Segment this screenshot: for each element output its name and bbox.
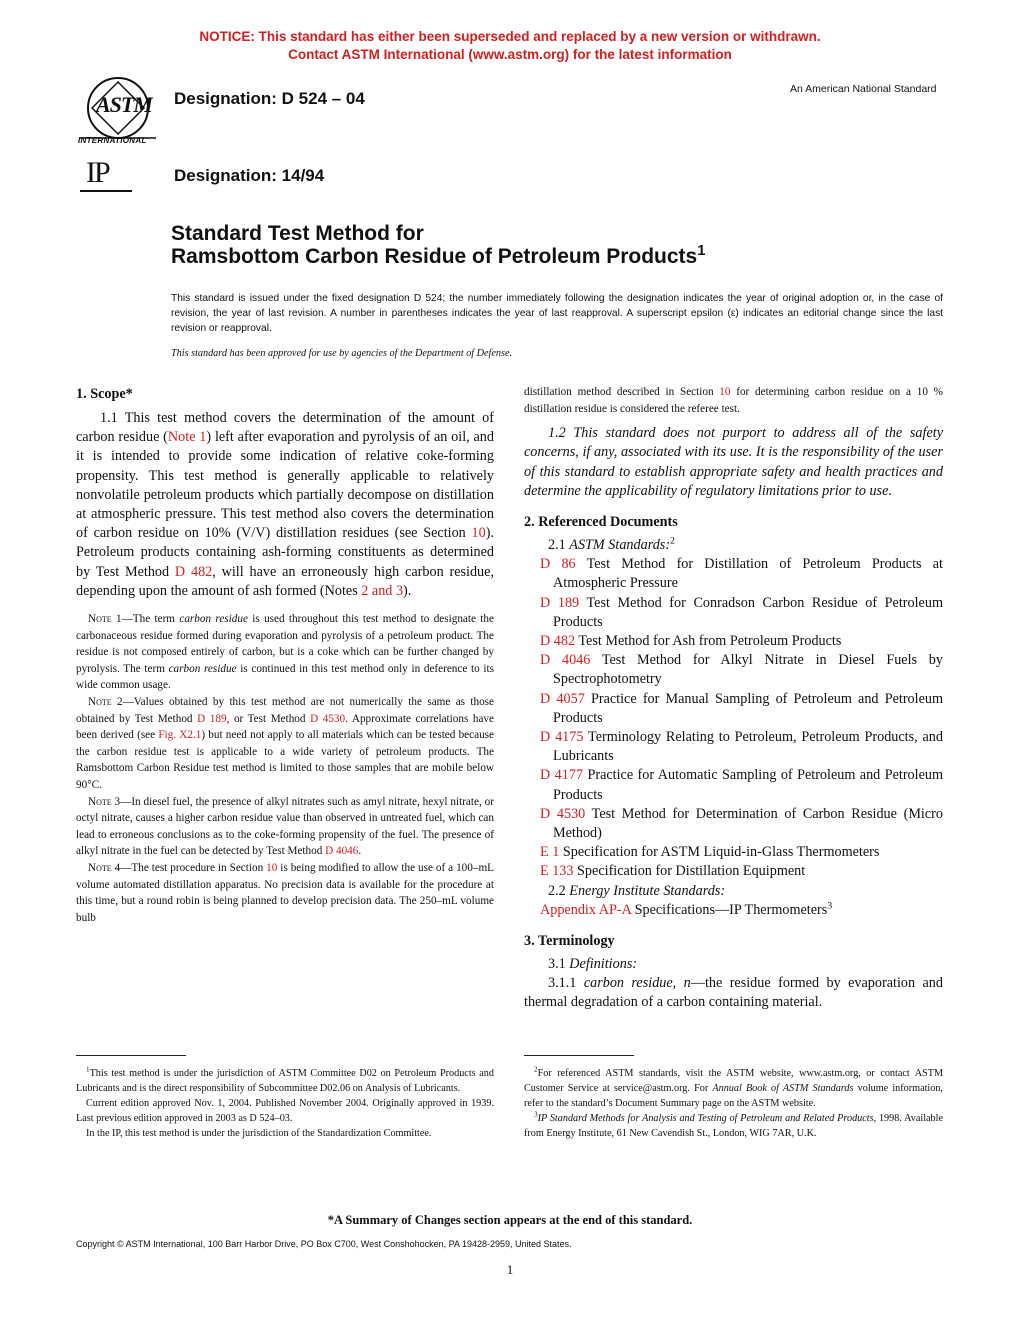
reference-title: Practice for Manual Sampling of Petroleum and Petroleum Products [553, 690, 944, 726]
title-footnote-mark: 1 [697, 243, 706, 259]
section-2-2: 2.2 Energy Institute Standards: [548, 882, 726, 899]
left-footnote-rule [76, 1055, 186, 1056]
notes-block [76, 611, 494, 926]
reference-item [540, 632, 943, 651]
reference-code-link[interactable]: D 189 [540, 594, 580, 611]
reference-title: Terminology Relating to Petroleum, Petroleum Products, and Lubricants [553, 729, 943, 765]
reference-item [540, 862, 943, 881]
ip-designation: Designation: 14/94 [174, 166, 325, 185]
note-2: Note 2—Values obtained by this test method are not numerically the same as those obtained by Test Method D 189, or Test Method D 4530. Approximate correlations have been derived (see Fig. X2.1) but need not apply to all materials which can be tested because the carbon residue test is applicable to a wide variety of petroleum products. The Ramsbottom Carbon Residue test method is limited to those samples that are mobile below 90°C. [76, 696, 495, 791]
right-footnote-rule [524, 1055, 634, 1056]
reference-code-link[interactable]: D 482 [540, 633, 576, 650]
note-3: Note 3—In diesel fuel, the presence of alkyl nitrates such as amyl nitrate, hexyl nitrate, or octyl nitrate, causes a higher carbon residue value than observed in untreated fuel, which can lead to erroneous conclusions as to the coke-forming propensity of the fuel. The presence of alkyl nitrate in the fuel can be detected by Test Method D 4046. [76, 795, 494, 858]
notice-line-1: NOTICE: This standard has either been superseded and replaced by a new version or withdrawn. [199, 29, 821, 44]
right-column [524, 384, 943, 1013]
note-1-link[interactable]: Note 1 [167, 429, 207, 446]
footnotes-2-3 [524, 1066, 943, 1141]
reference-code-link[interactable]: D 4177 [540, 767, 584, 784]
designation: Designation: D 524 – 04 [174, 89, 365, 108]
title-line-1: Standard Test Method for [171, 222, 424, 245]
reference-title: Test Method for Determination of Carbon Residue (Micro Method) [553, 805, 943, 842]
reference-code-link[interactable]: E 133 [540, 863, 574, 880]
astm-logo-text: ASTM [96, 92, 152, 117]
fig-x2-1-link[interactable]: Fig. X2.1 [158, 729, 202, 742]
notice-line-2: Contact ASTM International (www.astm.org) for the latest information [288, 47, 732, 62]
terminology-heading: 3. Terminology [524, 933, 615, 950]
national-standard-label: An American National Standard [790, 83, 937, 95]
dod-statement: This standard has been approved for use by agencies of the Department of Defense. [171, 348, 513, 359]
section-2-1: 2.1 ASTM Standards:$^2$ [548, 535, 676, 553]
reference-code-link[interactable]: D 4530 [540, 805, 586, 822]
reference-code-link[interactable]: D 4175 [540, 729, 584, 746]
summary-of-changes-note: *A Summary of Changes section appears at the end of this standard. [327, 1213, 693, 1227]
reference-item [540, 555, 943, 593]
reference-code-link[interactable]: D 4057 [540, 690, 585, 707]
ip-reference: Appendix AP-A Specifications—IP Thermometers$^3$ [540, 900, 833, 918]
appendix-ap-a-link[interactable]: Appendix AP-A [540, 901, 632, 918]
left-column [76, 385, 494, 926]
section-1-2: 1.2 This standard does not purport to address all of the safety concerns, if any, associated with its use. It is the responsibility of the user of this standard to establish appropriate safety and health practices and determine the applicability of regulatory limitations prior to use. [524, 425, 943, 499]
reference-item [540, 594, 943, 632]
section-10-link[interactable]: 10 [471, 525, 486, 542]
reference-item [540, 690, 943, 728]
reference-code-link[interactable]: E 1 [540, 844, 560, 861]
reference-title: Practice for Automatic Sampling of Petroleum and Petroleum Products [553, 767, 944, 803]
ip-logo: IP [86, 156, 109, 189]
page-number: 1 [506, 1262, 514, 1277]
scope-continuation: distillation method described in Section 10 for determining carbon residue on a 10 % distillation residue is considered the referee test. [524, 386, 943, 415]
footnote-3: $^3$IP Standard Methods for Analysis and Testing of Petroleum and Related Products, 1998. Available from Energy Institute, 61 New Cavendish St., London, WIG 7AR, U.K. [524, 1110, 943, 1139]
note2-d4530-link[interactable]: D 4530 [310, 712, 346, 725]
title-text: Ramsbottom Carbon Residue of Petroleum Products [171, 245, 698, 268]
reference-item [540, 843, 943, 862]
astm-logo-subtitle: INTERNATIONAL [78, 136, 147, 145]
note2-d189-link[interactable]: D 189 [197, 712, 227, 725]
scope-heading: 1. Scope* [76, 386, 133, 402]
section-3-1-1: 3.1.1 carbon residue, n—the residue formed by evaporation and thermal degradation of a carbon containing material. [524, 975, 943, 1011]
title-line-2 [171, 243, 705, 270]
reference-code-link[interactable]: D 4046 [540, 652, 591, 669]
reference-item [540, 728, 943, 766]
reference-title: Test Method for Distillation of Petroleum Products at Atmospheric Pressure [553, 556, 943, 592]
astm-logo [72, 72, 164, 152]
note3-d4046-link[interactable]: D 4046 [325, 845, 359, 858]
reference-title: Specification for ASTM Liquid-in-Glass Thermometers [559, 844, 880, 861]
astm-reference-list [524, 555, 943, 881]
footnote-2: $^2$For referenced ASTM standards, visit the ASTM website, www.astm.org, or contact ASTM Customer Service at service@astm.org. For Annual Book of ASTM Standards volume information, refer to the standard’s Document Summary page on the ASTM website. [524, 1065, 943, 1109]
reference-item [540, 766, 943, 804]
reference-title: Test Method for Ash from Petroleum Products [575, 633, 842, 650]
note-4: Note 4—The test procedure in Section 10 is being modified to allow the use of a 100–mL volume automated distillation apparatus. No precision data is available for the procedure at this time, but a round robin is being planned to develop precision data. The 250–mL volume bulb [76, 861, 494, 924]
reference-code-link[interactable]: D 86 [540, 556, 576, 573]
reference-item [540, 805, 943, 843]
ip-logo-underline [80, 190, 132, 192]
d482-link[interactable]: D 482 [174, 563, 213, 580]
notes-2-3-link[interactable]: 2 and 3 [361, 582, 404, 599]
referenced-documents-heading: 2. Referenced Documents [524, 514, 678, 530]
reference-title: Test Method for Conradson Carbon Residue of Petroleum Products [553, 594, 943, 630]
note-1: Note 1—The term carbon residue is used throughout this test method to designate the carbonaceous residue formed during evaporation and pyrolysis of a petroleum product. The residue is not composed entirely of carbon, but is a coke which can be further changed by pyrolysis. The term carbon residue is continued in this test method only in deference to its wide common usage. [76, 613, 494, 692]
reference-item [540, 651, 943, 689]
section-1-1: 1.1 This test method covers the determination of the amount of carbon residue (Note 1) left after evaporation and pyrolysis of an oil, and it is intended to provide some indication of relative coke-forming propensity. This test method is generally applicable to relatively nonvolatile petroleum products which partially decompose on distillation at atmospheric pressure. This test method also covers the determination of carbon residue on 10% (V/V) distillation residues (see Section 10). Petroleum products containing ash-forming constituents as determined by Test Method D 482, will have an erroneously high carbon residue, depending upon the amount of ash formed (Notes 2 and 3). [76, 410, 494, 599]
note4-section-10-link[interactable]: 10 [266, 861, 278, 874]
reference-title: Test Method for Alkyl Nitrate in Diesel Fuels by Spectrophotometry [553, 652, 943, 688]
copyright-line: Copyright © ASTM International, 100 Barr Harbor Drive, PO Box C700, West Conshohocken, PA 19428-2959, United States. [76, 1239, 572, 1249]
cont-section-10-link[interactable]: 10 [719, 386, 731, 398]
footnote-1: $^1$This test method is under the jurisdiction of ASTM Committee D02 on Petroleum Products and Lubricants and is the direct responsibility of Subcommittee D02.06 on Analysis of Lubricants. Current edition approved Nov. 1, 2004. Published November 2004. Originally approved in 1939. Last previous edition approved in 2003 as D 524–03. In the IP, this test method is under the jurisdiction of the Standardization Committee. [76, 1065, 494, 1139]
issuance-statement: This standard is issued under the fixed designation D 524; the number immediately following the designation indicates the year of original adoption or, in the case of revision, the year of last revision. A number in parentheses indicates the year of last reapproval. A superscript epsilon (ε) indicates an editorial change since the last revision or reapproval. [171, 293, 943, 334]
reference-title: Specification for Distillation Equipment [573, 863, 806, 880]
section-3-1: 3.1 Definitions: [548, 956, 638, 973]
